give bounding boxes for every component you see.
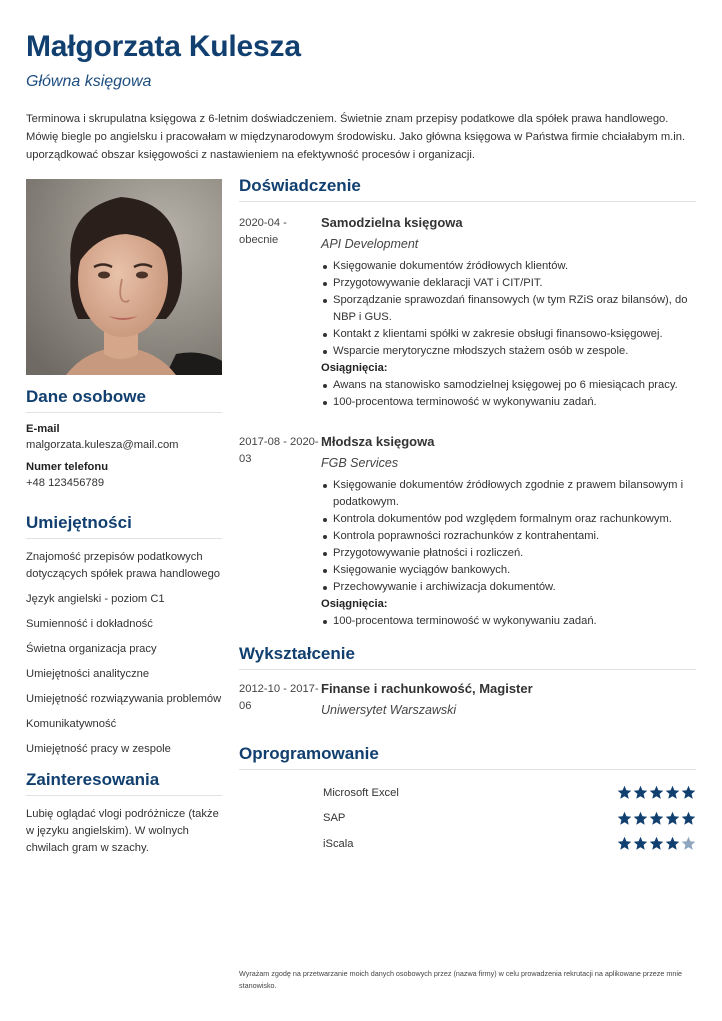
interests-text: Lubię oglądać vlogi podróżnicze (także w języku angielskim). W wolnych chwilach gram w szachy.: [26, 808, 219, 854]
star-filled-icon: [649, 836, 664, 851]
duty-item: Przygotowywanie płatności i rozliczeń.: [321, 545, 696, 562]
software-list: [239, 780, 696, 857]
star-filled-icon: [665, 836, 680, 851]
skill-item: Znajomość przepisów podatkowych dotyczących spółek prawa handlowego: [26, 551, 221, 580]
education-entry: [239, 680, 696, 724]
duties-list: [321, 258, 696, 360]
job-company: FGB Services: [321, 456, 399, 470]
star-filled-icon: [681, 811, 696, 826]
software-heading: Oprogramowanie: [239, 744, 696, 770]
education-school: Uniwersytet Warszawski: [321, 703, 457, 717]
achievements-label: Osiągnięcia:: [321, 598, 388, 610]
duty-item: Przechowywanie i archiwizacja dokumentów.: [321, 579, 696, 596]
achievements-label: Osiągnięcia:: [321, 362, 388, 374]
email-value: malgorzata.kulesza@mail.com: [26, 439, 179, 451]
star-filled-icon: [633, 785, 648, 800]
star-filled-icon: [617, 811, 632, 826]
duty-item: Kontrola dokumentów pod względem formalnym oraz rachunkowym.: [321, 511, 696, 528]
duty-item: Księgowanie dokumentów źródłowych klientów.: [321, 258, 696, 275]
star-filled-icon: [617, 785, 632, 800]
star-empty-icon: [681, 836, 696, 851]
skill-item: Umiejętność rozwiązywania problemów: [26, 693, 222, 705]
star-filled-icon: [681, 785, 696, 800]
achievement-item: 100-procentowa terminowość w wykonywaniu zadań.: [321, 394, 696, 411]
skill-item: Język angielski - poziom C1: [26, 593, 165, 605]
duty-item: Księgowanie dokumentów źródłowych zgodnie z prawem bilansowym i podatkowym.: [321, 477, 696, 511]
duty-item: Księgowanie wyciągów bankowych.: [321, 562, 696, 579]
rating-stars: [617, 836, 696, 851]
skill-item: Komunikatywność: [26, 718, 117, 730]
software-row: [239, 780, 696, 806]
education-heading: Wykształcenie: [239, 644, 696, 670]
skill-item: Umiejętność pracy w zespole: [26, 743, 171, 755]
profile-photo: [26, 179, 222, 375]
software-name: Microsoft Excel: [323, 786, 399, 799]
duty-item: Wsparcie merytoryczne młodszych stażem osób w zespole.: [321, 343, 696, 360]
duties-list: [321, 477, 696, 596]
experience-heading: Doświadczenie: [239, 176, 696, 202]
job-date: 2020-04 - obecnie: [239, 217, 287, 246]
software-name: SAP: [323, 812, 346, 825]
candidate-name: Małgorzata Kulesza: [26, 30, 301, 63]
phone-label: Numer telefonu: [26, 461, 109, 473]
gdpr-consent: Wyrażam zgodę na przetwarzanie moich danych osobowych przez (nazwa firmy) w celu prowadzenia rekrutacji na aplikowane przeze mnie stanowisko.: [239, 969, 682, 990]
job-company: API Development: [321, 237, 419, 251]
achievement-item: 100-procentowa terminowość w wykonywaniu zadań.: [321, 613, 696, 630]
skill-item: Sumienność i dokładność: [26, 618, 153, 630]
education-degree: Finanse i rachunkowość, Magister: [321, 681, 533, 696]
achievement-item: Awans na stanowisko samodzielnej księgowej po 6 miesiącach pracy.: [321, 377, 696, 394]
duty-item: Przygotowywanie deklaracji VAT i CIT/PIT.: [321, 275, 696, 292]
phone-value: +48 123456789: [26, 477, 105, 489]
achievements-list: [321, 377, 696, 411]
achievements-list: [321, 613, 696, 630]
duty-item: Kontrola poprawności rozrachunków z kontrahentami.: [321, 528, 696, 545]
personal-data-heading: Dane osobowe: [26, 387, 222, 413]
job-entry: [239, 214, 696, 411]
star-filled-icon: [665, 811, 680, 826]
interests-heading: Zainteresowania: [26, 770, 222, 796]
skills-heading: Umiejętności: [26, 513, 222, 539]
skill-item: Umiejętności analityczne: [26, 668, 150, 680]
skill-item: Świetna organizacja pracy: [26, 643, 157, 655]
software-row: [239, 806, 696, 832]
rating-stars: [617, 785, 696, 800]
star-filled-icon: [633, 811, 648, 826]
job-title: Samodzielna księgowa: [321, 215, 463, 230]
duty-item: Sporządzanie sprawozdań finansowych (w tym RZiS oraz bilansów), do NBP i GUS.: [321, 292, 696, 326]
star-filled-icon: [649, 785, 664, 800]
job-title: Młodsza księgowa: [321, 434, 435, 449]
star-filled-icon: [665, 785, 680, 800]
left-column: [26, 387, 222, 857]
education-date: 2012-10 - 2017-06: [239, 683, 319, 712]
job-date: 2017-08 - 2020-03: [239, 436, 319, 465]
job-entry: [239, 433, 696, 630]
star-filled-icon: [633, 836, 648, 851]
software-row: [239, 831, 696, 857]
star-filled-icon: [617, 836, 632, 851]
right-column: [239, 176, 696, 857]
profile-summary: Terminowa i skrupulatna księgowa z 6-letnim doświadczeniem. Świetnie znam przepisy podatkowe dla spółek prawa handlowego. Mówię biegle po angielsku i pracowałam w międzynarodowym środowisku. Jako główna księgowa w Państwa firmie chciałabym m.in. uporządkować obszar księgowości z nastawieniem na efektywność procesów i organizacji.: [26, 113, 686, 161]
star-filled-icon: [649, 811, 664, 826]
email-label: E-mail: [26, 423, 60, 435]
job-role: Główna księgowa: [26, 73, 152, 90]
software-name: iScala: [323, 837, 354, 850]
rating-stars: [617, 811, 696, 826]
duty-item: Kontakt z klientami spółki w zakresie obsługi finansowo-księgowej.: [321, 326, 696, 343]
